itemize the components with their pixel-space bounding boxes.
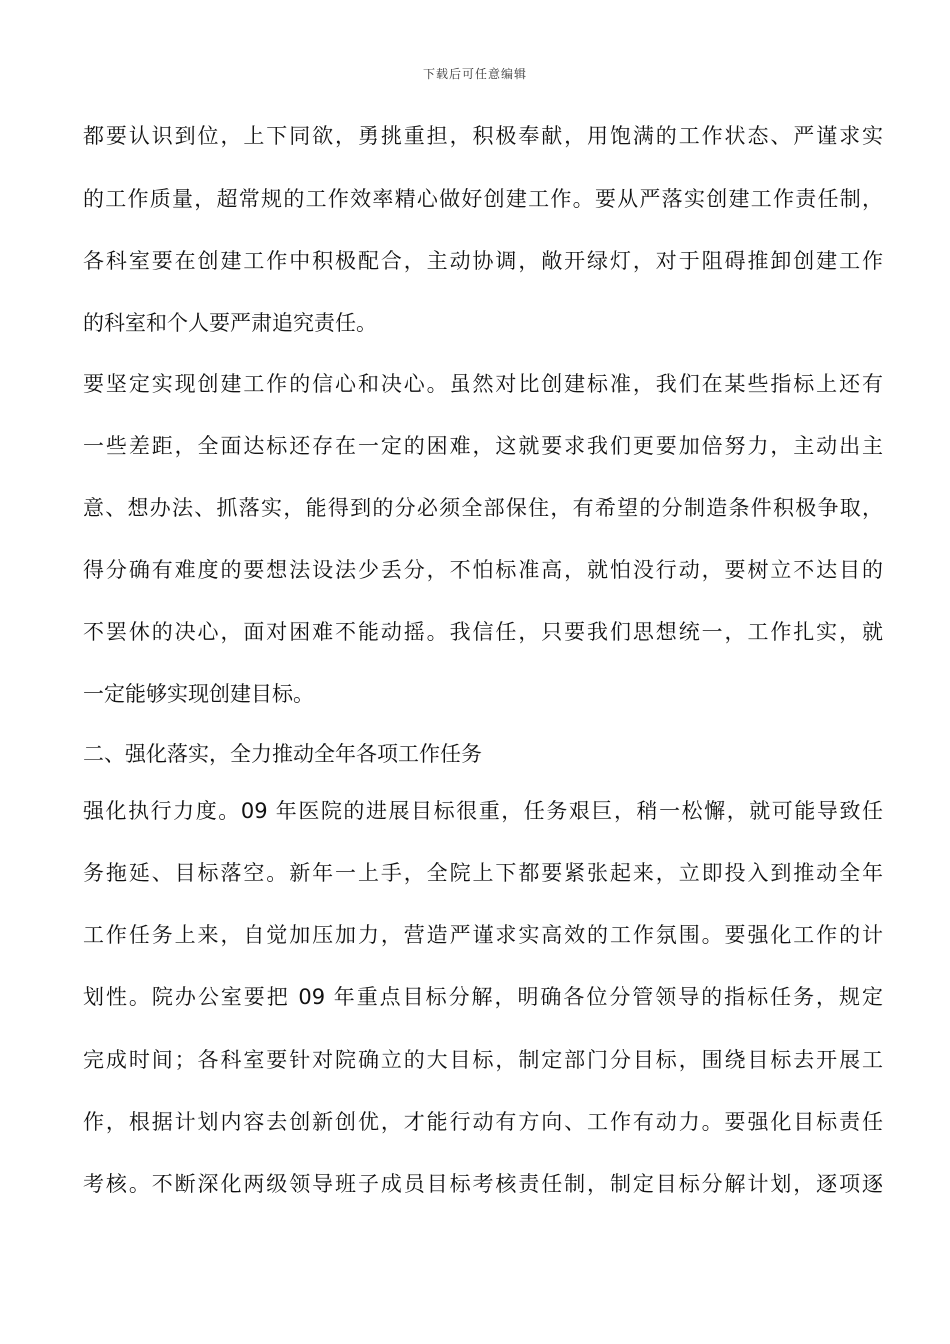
text-line: 一些差距，全面达标还存在一定的困难，这就要求我们更要加倍努力，主动出主 [83,434,883,458]
text-line: 完成时间；各科室要针对院确立的大目标，制定部门分目标，围绕目标去开展工 [83,1048,883,1072]
text-line: 得分确有难度的要想法设法少丢分，不怕标准高，就怕没行动，要树立不达目的 [83,558,883,582]
text-line: 意、想办法、抓落实，能得到的分必须全部保住，有希望的分制造条件积极争取， [83,496,883,520]
text-line: 划性。院办公室要把 09 年重点目标分解，明确各位分管领导的指标任务，规定 [83,985,883,1009]
text-line: 要坚定实现创建工作的信心和决心。虽然对比创建标准，我们在某些指标上还有 [83,372,883,396]
page-header-note: 下载后可任意编辑 [422,67,527,81]
text-line: 不罢休的决心，面对困难不能动摇。我信任，只要我们思想统一，工作扎实，就 [83,620,883,644]
section-heading: 二、强化落实，全力推动全年各项工作任务 [83,742,482,766]
text-line: 一定能够实现创建目标。 [83,682,314,706]
text-line: 作，根据计划内容去创新创优，才能行动有方向、工作有动力。要强化目标责任 [83,1110,883,1134]
text-line: 务拖延、目标落空。新年一上手，全院上下都要紧张起来，立即投入到推动全年 [83,861,883,885]
text-line: 各科室要在创建工作中积极配合，主动协调，敞开绿灯，对于阻碍推卸创建工作 [83,249,883,273]
text-line: 强化执行力度。09 年医院的进展目标很重，任务艰巨，稍一松懈，就可能导致任 [83,799,883,823]
text-line: 工作任务上来，自觉加压加力，营造严谨求实高效的工作氛围。要强化工作的计 [83,923,883,947]
text-line: 的工作质量，超常规的工作效率精心做好创建工作。要从严落实创建工作责任制， [83,187,883,211]
text-line: 的科室和个人要严肃追究责任。 [83,311,377,335]
text-line: 考核。不断深化两级领导班子成员目标考核责任制，制定目标分解计划，逐项逐 [83,1172,883,1196]
text-line: 都要认识到位，上下同欲，勇挑重担，积极奉献，用饱满的工作状态、严谨求实 [83,124,883,148]
